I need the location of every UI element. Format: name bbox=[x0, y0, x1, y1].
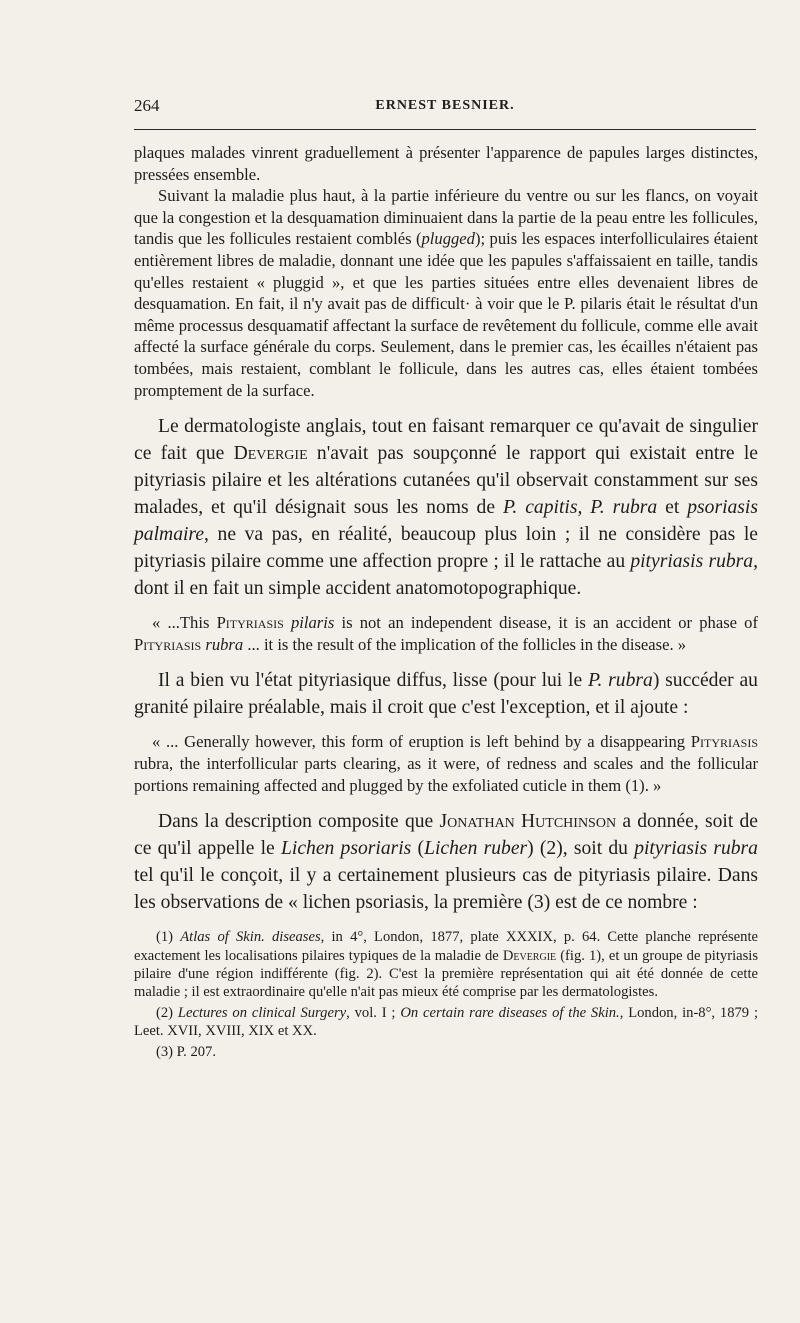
italic-term: Lichen psoriaris bbox=[280, 838, 412, 860]
text: Le dermatologiste anglais, tout en faisant remarquer ce qu'avait de singulier ce fait que bbox=[134, 416, 758, 465]
text: plaques malades vinrent graduellement à présenter l'apparence de papules larges distinctes, pressées ensemble. bbox=[134, 143, 758, 184]
quotation-2 bbox=[134, 731, 758, 796]
text: Dans la description composite que bbox=[158, 811, 440, 833]
text: ) (2), soit du bbox=[527, 838, 635, 860]
text: « ...This bbox=[152, 613, 217, 633]
text: , vol. I ; bbox=[346, 1004, 401, 1021]
text: Il a bien vu l'état pityriasique diffus, lisse (pour lui le bbox=[158, 670, 589, 692]
text: ( bbox=[411, 838, 425, 860]
text: ... it is the result of the implication of the follicles in the disease. » bbox=[243, 634, 687, 654]
text: , dont il en fait un simple accident anatomotopographique. bbox=[134, 551, 758, 600]
text: et bbox=[657, 497, 688, 519]
footnote-2 bbox=[134, 1004, 758, 1041]
italic-term: pityriasis rubra bbox=[630, 551, 754, 573]
italic-term: psoriasis palmaire bbox=[134, 497, 758, 546]
text: (1) bbox=[156, 929, 181, 946]
author-name: Devergie bbox=[502, 947, 557, 964]
italic-title: Lectures on clinical Surgery bbox=[177, 1004, 347, 1021]
footnotes bbox=[134, 928, 758, 1061]
italic-term: P. rubra bbox=[588, 670, 653, 692]
text: rubra, the interfollicular parts clearing, as it were, of redness and scales and the follicular portions remaining affected and plugged by the exfoliated cuticle in them (1). » bbox=[134, 753, 758, 795]
italic-term: pityriasis rubra bbox=[634, 838, 758, 860]
text: (2) bbox=[156, 1004, 178, 1021]
term: Pityriasis bbox=[216, 613, 284, 633]
text: Suivant la maladie plus haut, à la partie inférieure du ventre ou sur les flancs, on voyait que la congestion et la desquamation diminuaient dans la partie de la peau entre les follicules, tandis que les follicules restaient comblés ( bbox=[134, 186, 758, 249]
page-body bbox=[134, 142, 758, 1061]
quotation-1 bbox=[134, 612, 758, 655]
text: tel qu'il le conçoit, il y a certainement plusieurs cas de pityriasis pilaire. Dans les observations de « lichen psoriasis, la première (3) est de ce nombre : bbox=[134, 865, 758, 914]
text: (fig. 1), et un groupe de pityriasis pilaire d'une région indifférente (fig. 2). C'est la première représentation qui ait été donnée de cette maladie ; il est extraordinaire qu'elle n'ait pas mieux été comprise par les dermatologistes. bbox=[134, 947, 759, 1001]
term: Pityriasis bbox=[134, 634, 202, 654]
text: ) succéder au granité pilaire préalable, mais il croit que c'est l'exception, et il ajoute : bbox=[134, 670, 758, 719]
paragraph-5 bbox=[134, 808, 758, 916]
paragraph-2 bbox=[134, 185, 758, 401]
text: ); puis les espaces interfolliculaires étaient entièrement libres de maladie, donnant une idée que les papules s'affaissaient en taille, tandis qu'elles restaient « pluggid », et que les parties situées entre elles devenaient libres de desquamation. En fait, il n'y avait pas de difficult· à voir que le P. pilaris était le résultat d'un même processus desquamatif affectant la surface de revêtement du follicule, comme elle avait affecté la surface générale du corps. Seulement, dans le premier cas, les écailles n'étaient pas tombées, mais restaient, comblant le follicule, dans les autres cas, elles étaient tombées promptement de la surface. bbox=[134, 229, 758, 400]
footnote-1 bbox=[134, 928, 758, 1002]
paragraph-4 bbox=[134, 667, 758, 721]
italic-term: pilaris bbox=[283, 613, 335, 633]
text: , ne va pas, en réalité, beaucoup plus loin ; il ne considère pas le pityriasis pilaire comme une affection propre ; il le rattache au bbox=[134, 524, 758, 573]
term: Pityriasis bbox=[690, 732, 758, 752]
text: « ... Generally however, this form of eruption is left behind by a disappearing bbox=[152, 732, 691, 752]
text: (3) P. 207. bbox=[156, 1043, 216, 1060]
italic-term: plugged bbox=[421, 229, 475, 249]
italic-term: P. capitis, P. rubra bbox=[502, 497, 658, 519]
author-name: Devergie bbox=[233, 443, 308, 465]
text: is not an independent disease, it is an accident or phase of bbox=[334, 613, 759, 633]
italic-term: Lichen ruber bbox=[424, 838, 528, 860]
page-number: 264 bbox=[134, 96, 160, 115]
footnote-3 bbox=[134, 1043, 758, 1061]
text: n'avait pas soupçonné le rapport qui existait entre le pityriasis pilaire et les altérations cutanées qu'il observait constamment sur ses malades, et qu'il désignait sous les noms de bbox=[134, 443, 758, 519]
author-name: Jonathan Hutchinson bbox=[439, 811, 617, 833]
italic-title: On certain rare diseases of the Skin. bbox=[400, 1004, 620, 1021]
paragraph-1 bbox=[134, 142, 758, 185]
italic-term: rubra bbox=[201, 634, 244, 654]
italic-title: Atlas of Skin. diseases bbox=[180, 929, 321, 946]
page-header bbox=[134, 96, 756, 126]
text: a donnée, soit de ce qu'il appelle le bbox=[134, 811, 759, 860]
text: , in 4°, London, 1877, plate XXXIX, p. 64. Cette planche représente exactement les localisations pilaires typiques de la maladie de bbox=[134, 929, 758, 964]
paragraph-3 bbox=[134, 413, 758, 602]
header-rule bbox=[134, 129, 756, 130]
text: , London, in-8°, 1879 ; Leet. XVII, XVIII, XIX et XX. bbox=[134, 1004, 758, 1040]
running-head: ERNEST BESNIER. bbox=[375, 98, 515, 113]
